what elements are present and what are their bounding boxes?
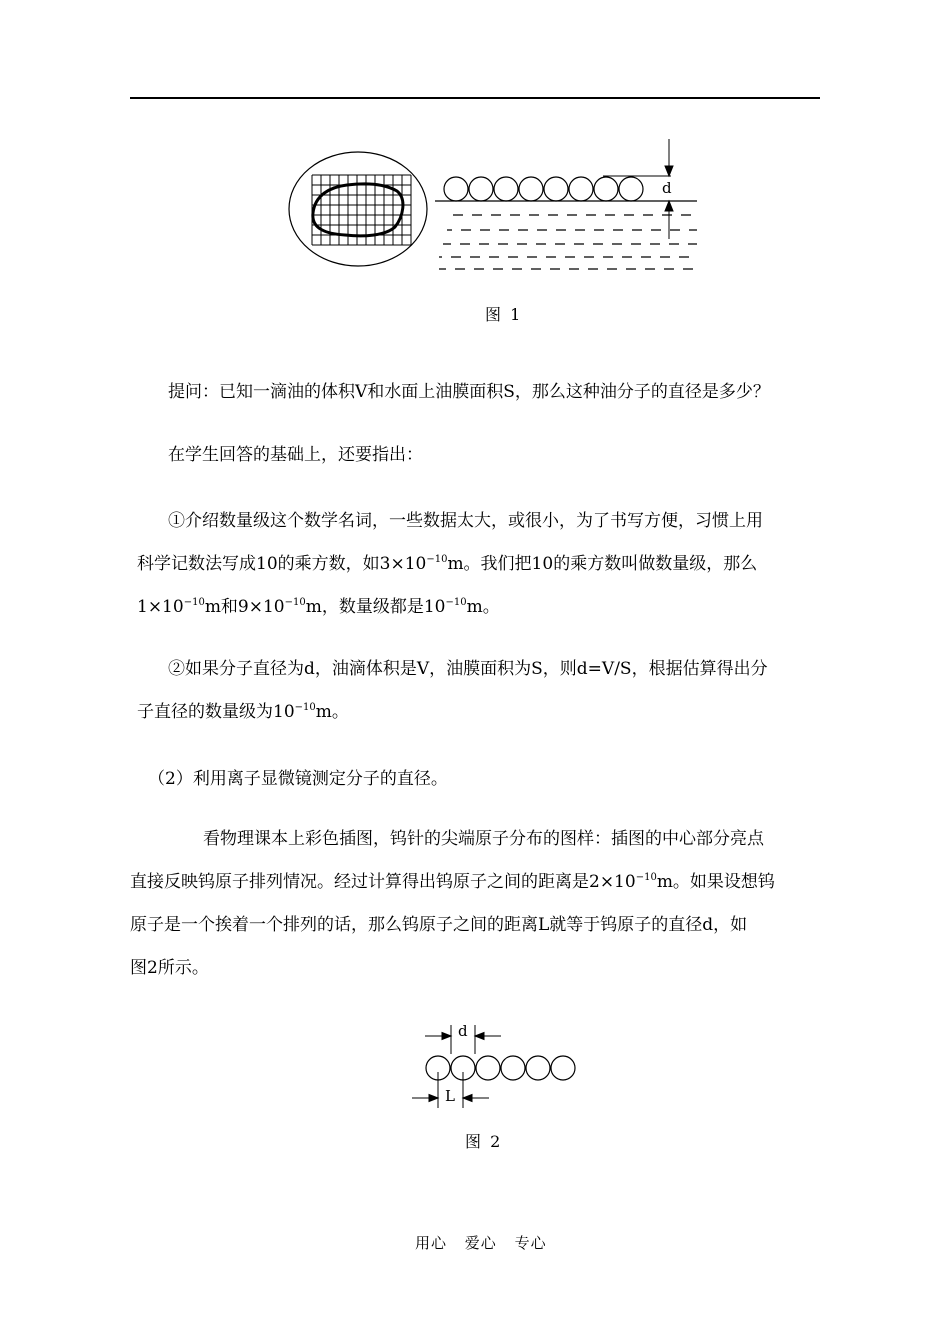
footer-word-3: 专心 (514, 1234, 547, 1252)
footer-word-1: 用心 (415, 1234, 448, 1252)
oil-molecule-layer (444, 177, 643, 201)
tungsten-line-4: 图2所示。 (130, 958, 209, 978)
text-run: m，数量级都是10 (305, 597, 446, 617)
tungsten-atom-row (426, 1056, 575, 1080)
exponent: −10 (183, 597, 205, 608)
figure-1-caption: 图 1 (485, 305, 523, 324)
text-run: m。 (315, 702, 349, 722)
exponent: −10 (294, 702, 316, 713)
diameter-label-d: d (458, 1022, 468, 1040)
figure-2-caption: 图 2 (465, 1132, 503, 1151)
section-2-heading: （2）利用离子显微镜测定分子的直径。 (148, 769, 448, 789)
water-dashes (439, 215, 697, 269)
point-1-line-3 (137, 586, 500, 629)
text-run: m。 (466, 597, 500, 617)
header-rule (130, 97, 820, 99)
exponent: −10 (445, 597, 467, 608)
text-run: m。我们把10的乘方数叫做数量级，那么 (447, 554, 758, 574)
text-run: m和9×10 (204, 597, 285, 617)
exponent: −10 (635, 872, 657, 883)
exponent: −10 (284, 597, 306, 608)
oil-film-outline (313, 184, 403, 236)
point-2-line-2 (137, 691, 349, 734)
intro-paragraph: 在学生回答的基础上，还要指出： (168, 445, 423, 465)
tungsten-line-2 (130, 861, 775, 904)
spacing-label-L: L (445, 1087, 455, 1105)
figure-1-oil-film-diagram (285, 135, 715, 285)
text-run: 科学记数法写成10的乘方数，如3×10 (137, 554, 427, 574)
thickness-label-d: d (662, 179, 672, 197)
point-1-line-2 (137, 543, 757, 586)
question-paragraph: 提问：已知一滴油的体积V和水面上油膜面积S，那么这种油分子的直径是多少？ (168, 382, 770, 402)
text-run: 直接反映钨原子排列情况。经过计算得出钨原子之间的距离是2×10 (130, 872, 636, 892)
point-1-line-1: ①介绍数量级这个数学名词，一些数据太大，或很小，为了书写方便，习惯上用 (168, 511, 763, 531)
point-2-line-1: ②如果分子直径为d，油滴体积是V，油膜面积为S，则d=V/S，根据估算得出分 (168, 659, 768, 679)
footer-word-2: 爱心 (464, 1234, 497, 1252)
figure-2-tungsten-atoms-diagram (405, 1020, 595, 1115)
tungsten-line-3: 原子是一个挨着一个排列的话，那么钨原子之间的距离L就等于钨原子的直径d，如 (130, 915, 748, 935)
page-footer (415, 1232, 559, 1253)
oil-film-grid-plate (289, 152, 427, 266)
text-run: 1×10 (137, 597, 184, 617)
text-run: 子直径的数量级为10 (137, 702, 295, 722)
tungsten-line-1: 看物理课本上彩色插图，钨针的尖端原子分布的图样：插图的中心部分亮点 (203, 829, 764, 849)
exponent: −10 (426, 554, 448, 565)
text-run: m。如果设想钨 (656, 872, 775, 892)
